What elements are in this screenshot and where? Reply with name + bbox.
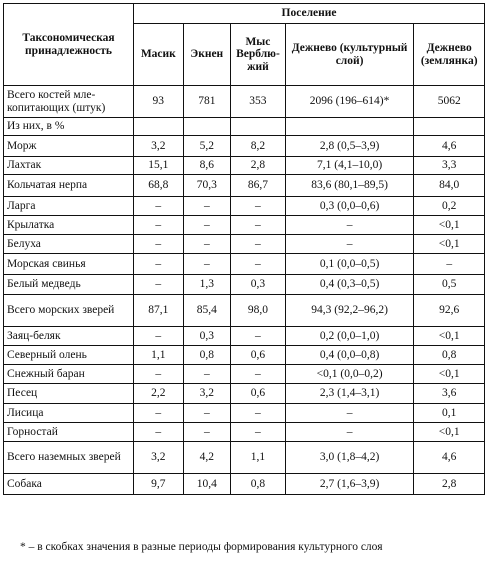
table-cell: <0,1 (0,0–0,2) xyxy=(285,365,414,384)
table-cell: <0,1 xyxy=(414,216,485,235)
table-cell: <0,1 xyxy=(414,327,485,346)
row-label: Лахтак xyxy=(4,157,134,175)
table-cell: 4,2 xyxy=(183,442,231,474)
table-cell: – xyxy=(231,197,286,216)
table-cell: 9,7 xyxy=(134,474,184,495)
table-cell: 0,4 (0,3–0,5) xyxy=(285,275,414,295)
row-label: Из них, в % xyxy=(4,118,134,136)
table-cell: 87,1 xyxy=(134,295,184,327)
table-cell: 3,2 xyxy=(134,442,184,474)
table-cell: – xyxy=(285,235,414,254)
table-cell: – xyxy=(134,423,184,442)
table-cell: 8,2 xyxy=(231,136,286,157)
table-cell: 1,3 xyxy=(183,275,231,295)
table-row xyxy=(4,442,485,474)
table-cell: 0,6 xyxy=(231,384,286,404)
row-label: Белуха xyxy=(4,235,134,254)
table-cell: – xyxy=(414,254,485,275)
table-cell: – xyxy=(183,404,231,423)
header-col-dezhnevo-layer: Дежнево (культурный слой) xyxy=(285,24,414,86)
table-cell: 10,4 xyxy=(183,474,231,495)
table-cell xyxy=(183,118,231,136)
table-cell: – xyxy=(231,327,286,346)
table-cell: – xyxy=(134,365,184,384)
table-cell: 0,3 xyxy=(183,327,231,346)
row-label: Песец xyxy=(4,384,134,404)
table-cell: 3,2 xyxy=(183,384,231,404)
header-col-dezhnevo-dugout: Дежнево (землянка) xyxy=(414,24,485,86)
row-label: Северный олень xyxy=(4,346,134,365)
table-cell: 98,0 xyxy=(231,295,286,327)
table-row xyxy=(4,254,485,275)
table-cell: 94,3 (92,2–96,2) xyxy=(285,295,414,327)
table-cell: – xyxy=(134,254,184,275)
table-cell: – xyxy=(231,216,286,235)
table-cell: – xyxy=(285,216,414,235)
table-row xyxy=(4,157,485,175)
table-cell: 0,8 xyxy=(414,346,485,365)
table-cell: – xyxy=(183,365,231,384)
table-cell: – xyxy=(134,235,184,254)
row-label: Крылатка xyxy=(4,216,134,235)
table-cell: 5,2 xyxy=(183,136,231,157)
table-cell: 83,6 (80,1–89,5) xyxy=(285,175,414,197)
table-cell: 15,1 xyxy=(134,157,184,175)
footnote: * – в скобках значения в разные периоды формирования культурного слоя xyxy=(20,541,383,553)
table-row xyxy=(4,118,485,136)
row-label: Всего костей млекопитающих (штук) xyxy=(4,86,134,118)
table-cell: – xyxy=(231,365,286,384)
table-cell: 3,6 xyxy=(414,384,485,404)
table-row xyxy=(4,423,485,442)
table-cell: 0,3 xyxy=(231,275,286,295)
table-cell xyxy=(231,118,286,136)
table-cell: 2,7 (1,6–3,9) xyxy=(285,474,414,495)
table-row xyxy=(4,235,485,254)
row-label: Лисица xyxy=(4,404,134,423)
table-row xyxy=(4,474,485,495)
table-row xyxy=(4,365,485,384)
table-row xyxy=(4,346,485,365)
table-cell: <0,1 xyxy=(414,423,485,442)
table-cell: 0,2 xyxy=(414,197,485,216)
row-label: Всего морских зверей xyxy=(4,295,134,327)
table-cell: – xyxy=(183,197,231,216)
table-cell: – xyxy=(134,327,184,346)
table-cell: 0,5 xyxy=(414,275,485,295)
table-cell xyxy=(134,118,184,136)
table-row xyxy=(4,197,485,216)
table-cell: 2,3 (1,4–3,1) xyxy=(285,384,414,404)
table-cell: 0,4 (0,0–0,8) xyxy=(285,346,414,365)
row-label: Всего наземных зверей xyxy=(4,442,134,474)
table-row xyxy=(4,404,485,423)
row-label: Кольчатая нерпа xyxy=(4,175,134,197)
table-cell: <0,1 xyxy=(414,235,485,254)
table-row xyxy=(4,327,485,346)
table-cell: 3,2 xyxy=(134,136,184,157)
table-cell xyxy=(414,118,485,136)
header-col-eknen: Экнен xyxy=(183,24,231,86)
header-taxonomy: Таксономическая принадлежность xyxy=(4,4,134,86)
table-cell: 86,7 xyxy=(231,175,286,197)
table-cell: 0,6 xyxy=(231,346,286,365)
table-cell: 0,8 xyxy=(183,346,231,365)
table-row xyxy=(4,175,485,197)
table-cell: 2,8 (0,5–3,9) xyxy=(285,136,414,157)
table-cell: 2,8 xyxy=(231,157,286,175)
table-cell: 93 xyxy=(134,86,184,118)
table-cell: 2096 (196–614)* xyxy=(285,86,414,118)
table-cell: 353 xyxy=(231,86,286,118)
table-cell: 3,0 (1,8–4,2) xyxy=(285,442,414,474)
row-label: Морж xyxy=(4,136,134,157)
table-cell: 0,3 (0,0–0,6) xyxy=(285,197,414,216)
table-cell: 0,2 (0,0–1,0) xyxy=(285,327,414,346)
table-cell: – xyxy=(183,216,231,235)
table-cell: 85,4 xyxy=(183,295,231,327)
row-label: Собака xyxy=(4,474,134,495)
table-cell: 0,8 xyxy=(231,474,286,495)
row-label: Снежный баран xyxy=(4,365,134,384)
table-cell: – xyxy=(134,275,184,295)
table-cell: 1,1 xyxy=(231,442,286,474)
table-cell: 781 xyxy=(183,86,231,118)
table-row xyxy=(4,295,485,327)
table-cell: – xyxy=(183,254,231,275)
table-cell: 92,6 xyxy=(414,295,485,327)
table-cell: 5062 xyxy=(414,86,485,118)
table-row xyxy=(4,136,485,157)
table-cell: – xyxy=(231,235,286,254)
header-col-mys: Мыс Верблюжий xyxy=(231,24,286,86)
table-cell: – xyxy=(183,423,231,442)
table-cell: 0,1 (0,0–0,5) xyxy=(285,254,414,275)
table-cell: 70,3 xyxy=(183,175,231,197)
table-cell: – xyxy=(231,423,286,442)
table-row xyxy=(4,86,485,118)
table-cell: 8,6 xyxy=(183,157,231,175)
header-group: Поселение xyxy=(134,4,485,24)
table-cell: 2,8 xyxy=(414,474,485,495)
table-cell: 0,1 xyxy=(414,404,485,423)
table-row xyxy=(4,384,485,404)
table-body xyxy=(4,86,485,495)
table-row xyxy=(4,216,485,235)
row-label: Ларга xyxy=(4,197,134,216)
table-cell: 84,0 xyxy=(414,175,485,197)
table-cell xyxy=(285,118,414,136)
table-cell: – xyxy=(134,404,184,423)
table-cell: 2,2 xyxy=(134,384,184,404)
table-cell: – xyxy=(231,404,286,423)
table-row xyxy=(4,275,485,295)
table-cell: – xyxy=(285,404,414,423)
table-cell: 4,6 xyxy=(414,136,485,157)
table-cell: – xyxy=(285,423,414,442)
row-label: Заяц-беляк xyxy=(4,327,134,346)
table-cell: – xyxy=(134,216,184,235)
header-col-masik: Масик xyxy=(134,24,184,86)
table-cell: <0,1 xyxy=(414,365,485,384)
row-label: Горностай xyxy=(4,423,134,442)
table-cell: 3,3 xyxy=(414,157,485,175)
table-cell: – xyxy=(183,235,231,254)
table-cell: 4,6 xyxy=(414,442,485,474)
table-cell: – xyxy=(134,197,184,216)
table-cell: 68,8 xyxy=(134,175,184,197)
table-cell: – xyxy=(231,254,286,275)
table-cell: 1,1 xyxy=(134,346,184,365)
row-label: Белый медведь xyxy=(4,275,134,295)
table-cell: 7,1 (4,1–10,0) xyxy=(285,157,414,175)
row-label: Морская свинья xyxy=(4,254,134,275)
data-table xyxy=(3,3,485,495)
